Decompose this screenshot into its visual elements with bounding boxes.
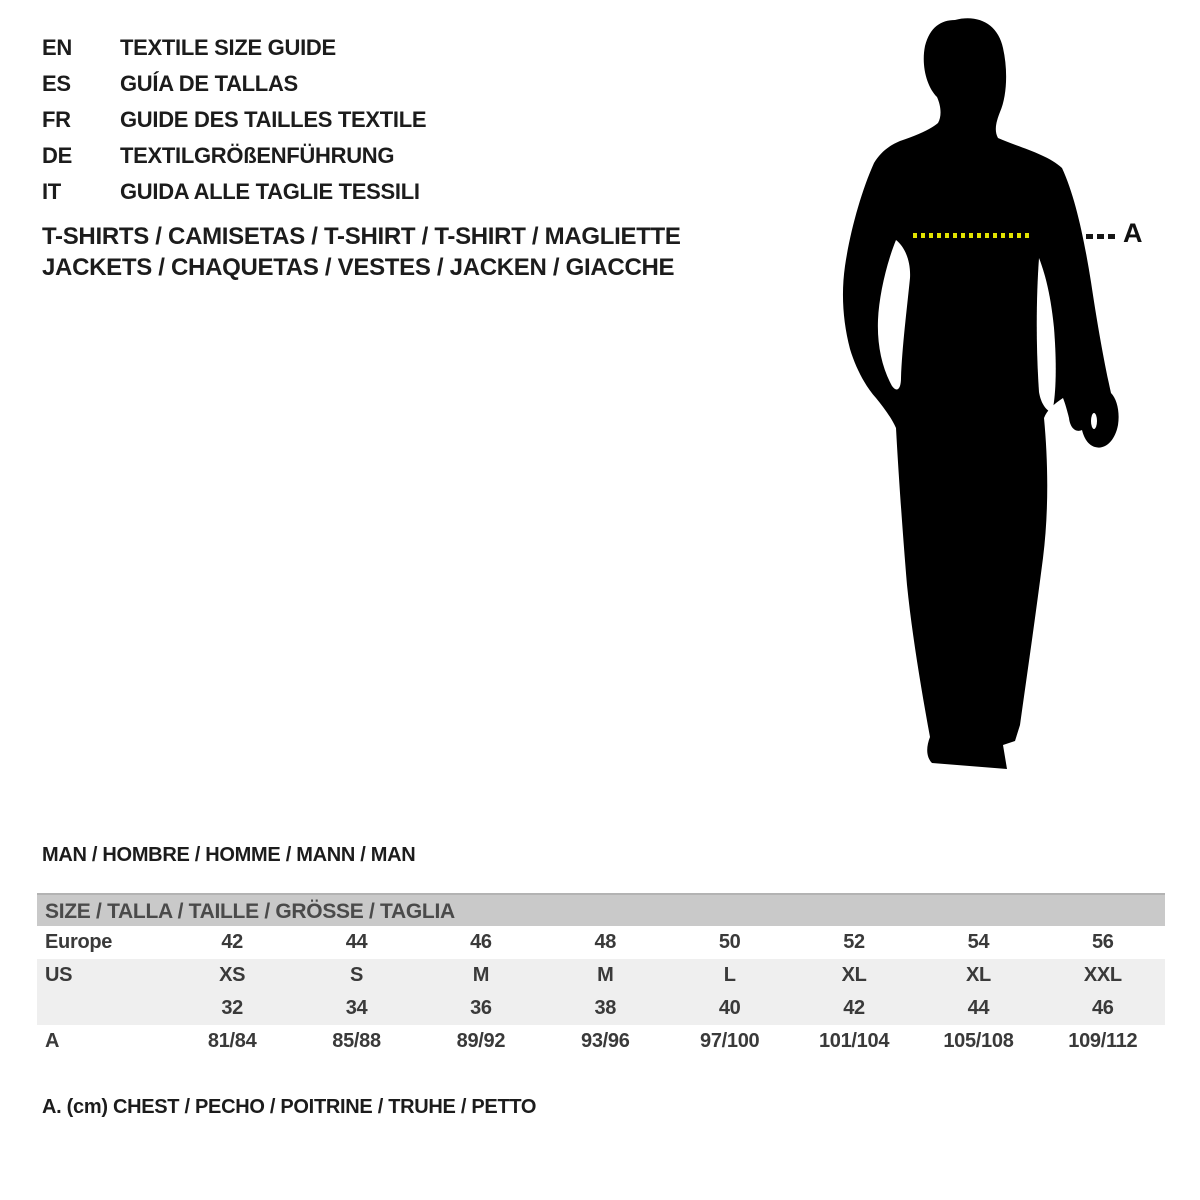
measure-callout-dashes <box>1086 234 1119 239</box>
size-cell: M <box>472 964 490 986</box>
size-cell: 42 <box>221 931 244 953</box>
lang-code-de: DE <box>42 143 72 168</box>
row-label: US <box>45 964 73 986</box>
lang-code-it: IT <box>42 179 61 204</box>
category-lines <box>42 221 681 283</box>
lang-label-it: GUIDA ALLE TAGLIE TESSILI <box>120 179 420 204</box>
row-label: Europe <box>45 931 113 953</box>
language-title-block <box>42 30 426 210</box>
size-cell: 93/96 <box>581 1030 630 1052</box>
lang-label-es: GUÍA DE TALLAS <box>120 71 298 96</box>
measurement-footnote: A. (cm) CHEST / PECHO / POITRINE / TRUHE / PETTO <box>42 1096 537 1118</box>
size-cell: 48 <box>594 931 617 953</box>
size-cell: 52 <box>843 931 865 953</box>
size-cell: 85/88 <box>332 1030 381 1052</box>
lang-row-en <box>42 30 426 66</box>
lang-row-it <box>42 174 426 210</box>
size-cell: 50 <box>718 931 741 953</box>
size-cell: XS <box>219 964 246 986</box>
lang-code-en: EN <box>42 35 72 60</box>
man-silhouette-shape <box>843 18 1119 769</box>
lang-row-de <box>42 138 426 174</box>
size-cell: 40 <box>718 997 741 1019</box>
category-line-jackets: JACKETS / CHAQUETAS / VESTES / JACKEN / GIACCHE <box>42 254 675 281</box>
size-cell: 54 <box>967 931 990 953</box>
man-silhouette-figure <box>820 0 1200 800</box>
row-label: A <box>45 1030 60 1052</box>
lang-label-de: TEXTILGRÖßENFÜHRUNG <box>120 143 395 168</box>
size-cell: 81/84 <box>207 1030 257 1052</box>
size-table <box>37 893 1165 1058</box>
size-cell: 32 <box>221 997 244 1019</box>
table-row-us <box>37 959 1165 992</box>
size-cell: 46 <box>470 931 492 953</box>
size-cell: 101/104 <box>818 1030 890 1052</box>
row-label <box>37 992 170 1025</box>
size-cell: S <box>350 964 364 986</box>
table-row-chest-cm <box>37 1025 1165 1058</box>
lang-code-fr: FR <box>42 107 71 132</box>
lang-row-es <box>42 66 426 102</box>
size-cell: XL <box>965 964 991 986</box>
category-line-tshirts: T-SHIRTS / CAMISETAS / T-SHIRT / T-SHIRT / MAGLIETTE <box>42 223 681 250</box>
size-cell: 109/112 <box>1068 1030 1138 1052</box>
chest-dotted-measure-line <box>913 233 1033 238</box>
size-cell: 36 <box>470 997 492 1019</box>
lang-row-fr <box>42 102 426 138</box>
size-cell: 44 <box>967 997 990 1019</box>
size-cell: L <box>723 964 736 986</box>
lang-label-en: TEXTILE SIZE GUIDE <box>120 35 336 60</box>
size-cell: 105/108 <box>943 1030 1014 1052</box>
size-cell: 97/100 <box>700 1030 760 1052</box>
measure-label-a: A <box>1123 218 1143 248</box>
thumb-highlight <box>1091 413 1097 429</box>
size-table-header: SIZE / TALLA / TAILLE / GRÖSSE / TAGLIA <box>37 893 1165 926</box>
size-cell: 56 <box>1091 931 1114 953</box>
size-cell: 44 <box>345 931 368 953</box>
size-cell: 89/92 <box>456 1030 506 1052</box>
table-row-europe <box>37 926 1165 959</box>
size-cell: 46 <box>1091 997 1114 1019</box>
size-cell: M <box>597 964 614 986</box>
size-cell: 42 <box>843 997 865 1019</box>
table-row-numeric <box>37 992 1165 1025</box>
section-title-man: MAN / HOMBRE / HOMME / MANN / MAN <box>42 844 416 866</box>
size-cell: XXL <box>1083 964 1122 986</box>
lang-code-es: ES <box>42 71 71 96</box>
size-cell: XL <box>841 964 867 986</box>
size-cell: 38 <box>594 997 617 1019</box>
lang-label-fr: GUIDE DES TAILLES TEXTILE <box>120 107 427 132</box>
size-cell: 34 <box>345 997 368 1019</box>
